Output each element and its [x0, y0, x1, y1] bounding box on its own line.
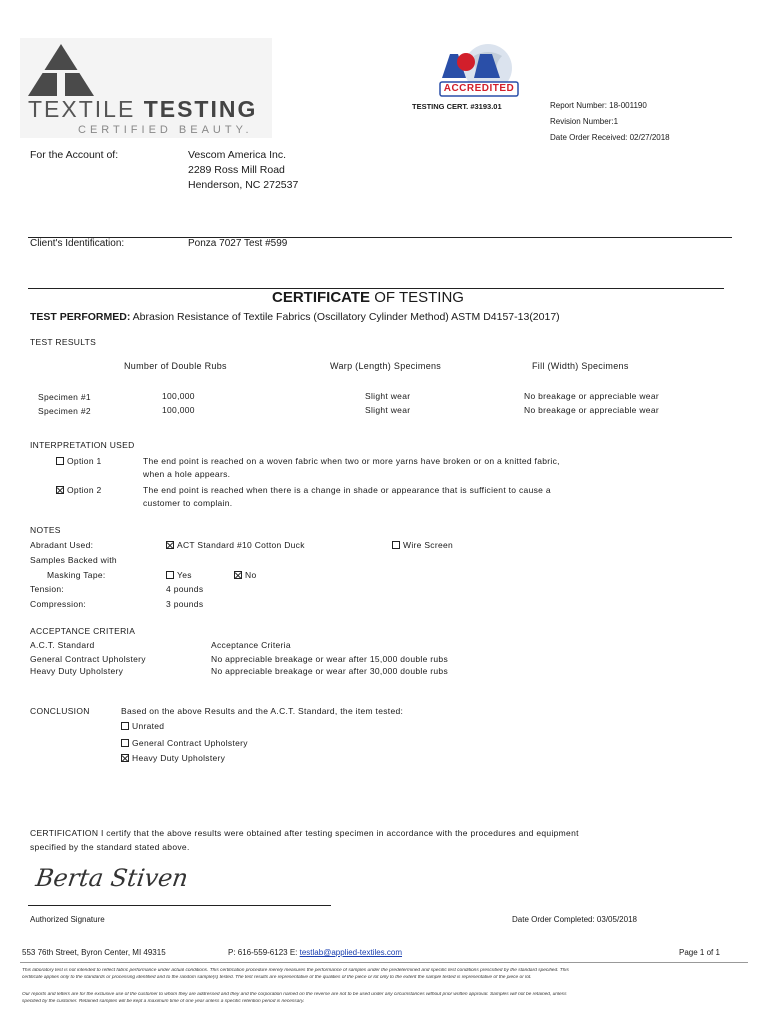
- report-number: Report Number: 18-001190: [550, 101, 647, 110]
- option1-label: Option 1: [67, 456, 102, 466]
- accredited-label: ACCREDITED: [443, 83, 515, 94]
- option2-text-line1: The end point is reached when there is a change in shade or appearance that is sufficient to cause a: [143, 485, 551, 495]
- specimen-label: Specimen #2: [38, 406, 91, 416]
- footer-email-link[interactable]: testlab@applied-textiles.com: [299, 948, 403, 957]
- specimen-fill: No breakage or appreciable wear: [524, 405, 659, 415]
- revision-number: Revision Number:1: [550, 117, 619, 126]
- acceptance-name: Heavy Duty Upholstery: [30, 666, 124, 676]
- abradant-option-wire-screen: [392, 540, 453, 550]
- testing-cert-number: TESTING CERT. #3193.01: [412, 102, 502, 111]
- logo-word-testing: TESTING: [143, 96, 258, 122]
- footer-contact: [228, 948, 402, 957]
- option2-label: Option 2: [67, 485, 102, 495]
- account-name: Vescom America Inc.: [188, 149, 287, 161]
- column-header-fill: Fill (Width) Specimens: [532, 361, 629, 371]
- unrated-checkbox: [121, 722, 129, 730]
- conclusion-option-general: [121, 738, 248, 748]
- disclaimer-line: Our reports and letters are for the exclusive use of the customer to whom they are addressed and they and the corporation named on the reverse are not to be used under any circumstances without prior written approval. Samples will not be retained, unless: [22, 992, 567, 997]
- masking-tape-no: [234, 570, 256, 580]
- signature-label: Authorized Signature: [30, 915, 105, 924]
- conclusion-option-unrated: [121, 721, 164, 731]
- acceptance-name: A.C.T. Standard: [30, 640, 95, 650]
- divider: [28, 237, 732, 238]
- acceptance-heading: ACCEPTANCE CRITERIA: [30, 626, 136, 636]
- option1: [56, 456, 102, 466]
- a2la-badge: [436, 42, 520, 102]
- title-rest: OF TESTING: [370, 289, 464, 306]
- logo-tagline: CERTIFIED BEAUTY.: [78, 124, 253, 136]
- acceptance-value: No appreciable breakage or wear after 15,000 double rubs: [211, 654, 448, 664]
- masking-tape-yes-checkbox: [166, 571, 174, 579]
- option1-text-line1: The end point is reached on a woven fabric when two or more yarns have broken or on a knitted fabric,: [143, 456, 560, 466]
- footer-phone: P: 616-559-6123 E:: [228, 948, 298, 957]
- specimen-label: Specimen #1: [38, 392, 91, 402]
- specimen-warp: Slight wear: [365, 405, 411, 415]
- acceptance-value: Acceptance Criteria: [211, 640, 291, 650]
- backed-label-line2: Masking Tape:: [47, 570, 106, 580]
- footer-divider: [20, 962, 748, 963]
- abradant-cotton-duck-checkbox: [166, 541, 174, 549]
- masking-tape-yes: [166, 570, 192, 580]
- option2-checkbox: [56, 486, 64, 494]
- compression-value: 3 pounds: [166, 599, 204, 609]
- client-id-label: Client's Identification:: [30, 238, 125, 249]
- heavy-duty-label: Heavy Duty Upholstery: [132, 753, 226, 763]
- acceptance-value: No appreciable breakage or wear after 30,000 double rubs: [211, 666, 448, 676]
- masking-tape-no-label: No: [245, 570, 257, 580]
- company-logo: [20, 38, 272, 138]
- client-id-value: Ponza 7027 Test #599: [188, 238, 288, 249]
- triangle-logo-icon: [26, 42, 96, 98]
- specimen-rubs: 100,000: [162, 391, 195, 401]
- abradant-option-cotton-duck: [166, 540, 305, 550]
- title-bold: CERTIFICATE: [272, 289, 371, 306]
- certification-line2: specified by the standard stated above.: [30, 842, 190, 852]
- conclusion-heading: CONCLUSION: [30, 706, 90, 716]
- disclaimer-line: specified by the customer. Retained samples will be kept a maximum time of one year unless a specific retention period is necessary.: [22, 999, 305, 1004]
- heavy-duty-checkbox: [121, 754, 129, 762]
- option1-text-line2: when a hole appears.: [143, 469, 231, 479]
- backed-label-line1: Samples Backed with: [30, 555, 117, 565]
- specimen-warp: Slight wear: [365, 391, 411, 401]
- signature-line: [28, 905, 331, 906]
- test-performed-label: TEST PERFORMED:: [30, 311, 131, 323]
- compression-label: Compression:: [30, 599, 87, 609]
- account-address-line2: Henderson, NC 272537: [188, 179, 299, 191]
- conclusion-option-heavy: [121, 753, 225, 763]
- disclaimer-line: This laboratory test is not intended to reflect fabric performance under actual conditions. This certification procedure merely measures the performance of samples under the predetermined and specific test conditions prescribed by the standard specified. This: [22, 968, 569, 973]
- disclaimer-line: certificate applies only to the standards or processing identified and to the random sample(s) tested. The test results are representative of the qualities of the piece or lot only to the extent the sample tested is representative of the piece or lot.: [22, 975, 532, 980]
- option2-text-line2: customer to complain.: [143, 498, 233, 508]
- tension-label: Tension:: [30, 584, 65, 594]
- column-header-rubs: Number of Double Rubs: [124, 361, 227, 371]
- date-order-completed: Date Order Completed: 03/05/2018: [512, 915, 637, 924]
- tension-value: 4 pounds: [166, 584, 204, 594]
- test-performed-value: Abrasion Resistance of Textile Fabrics (Oscillatory Cylinder Method) ASTM D4157-13(2017): [130, 311, 560, 323]
- specimen-fill: No breakage or appreciable wear: [524, 391, 659, 401]
- unrated-label: Unrated: [132, 721, 165, 731]
- conclusion-text: Based on the above Results and the A.C.T. Standard, the item tested:: [121, 706, 404, 716]
- column-header-warp: Warp (Length) Specimens: [330, 361, 442, 371]
- specimen-rubs: 100,000: [162, 405, 195, 415]
- date-order-received: Date Order Received: 02/27/2018: [550, 133, 670, 142]
- abradant-wire-screen-checkbox: [392, 541, 400, 549]
- footer-address: 553 76th Street, Byron Center, MI 49315: [22, 948, 166, 957]
- masking-tape-no-checkbox: [234, 571, 242, 579]
- certification-line1: CERTIFICATION I certify that the above results were obtained after testing specimen in accordance with the procedures and equipment: [30, 828, 579, 838]
- general-contract-label: General Contract Upholstery: [132, 738, 248, 748]
- test-performed: [30, 311, 560, 323]
- notes-heading: NOTES: [30, 525, 61, 535]
- page-number: Page 1 of 1: [679, 948, 720, 957]
- abradant-label: Abradant Used:: [30, 540, 94, 550]
- interpretation-heading: INTERPRETATION USED: [30, 440, 135, 450]
- general-contract-checkbox: [121, 739, 129, 747]
- logo-word-textile: TEXTILE: [28, 96, 136, 122]
- option1-checkbox: [56, 457, 64, 465]
- page-title: [0, 289, 736, 306]
- masking-tape-yes-label: Yes: [177, 570, 192, 580]
- account-label: For the Account of:: [30, 149, 119, 161]
- signature: Berta Stiven: [34, 864, 190, 892]
- test-results-heading: TEST RESULTS: [30, 337, 97, 347]
- abradant-wire-screen-label: Wire Screen: [403, 540, 454, 550]
- abradant-cotton-duck-label: ACT Standard #10 Cotton Duck: [177, 540, 305, 550]
- option2: [56, 485, 102, 495]
- acceptance-name: General Contract Upholstery: [30, 654, 146, 664]
- account-address-line1: 2289 Ross Mill Road: [188, 164, 285, 176]
